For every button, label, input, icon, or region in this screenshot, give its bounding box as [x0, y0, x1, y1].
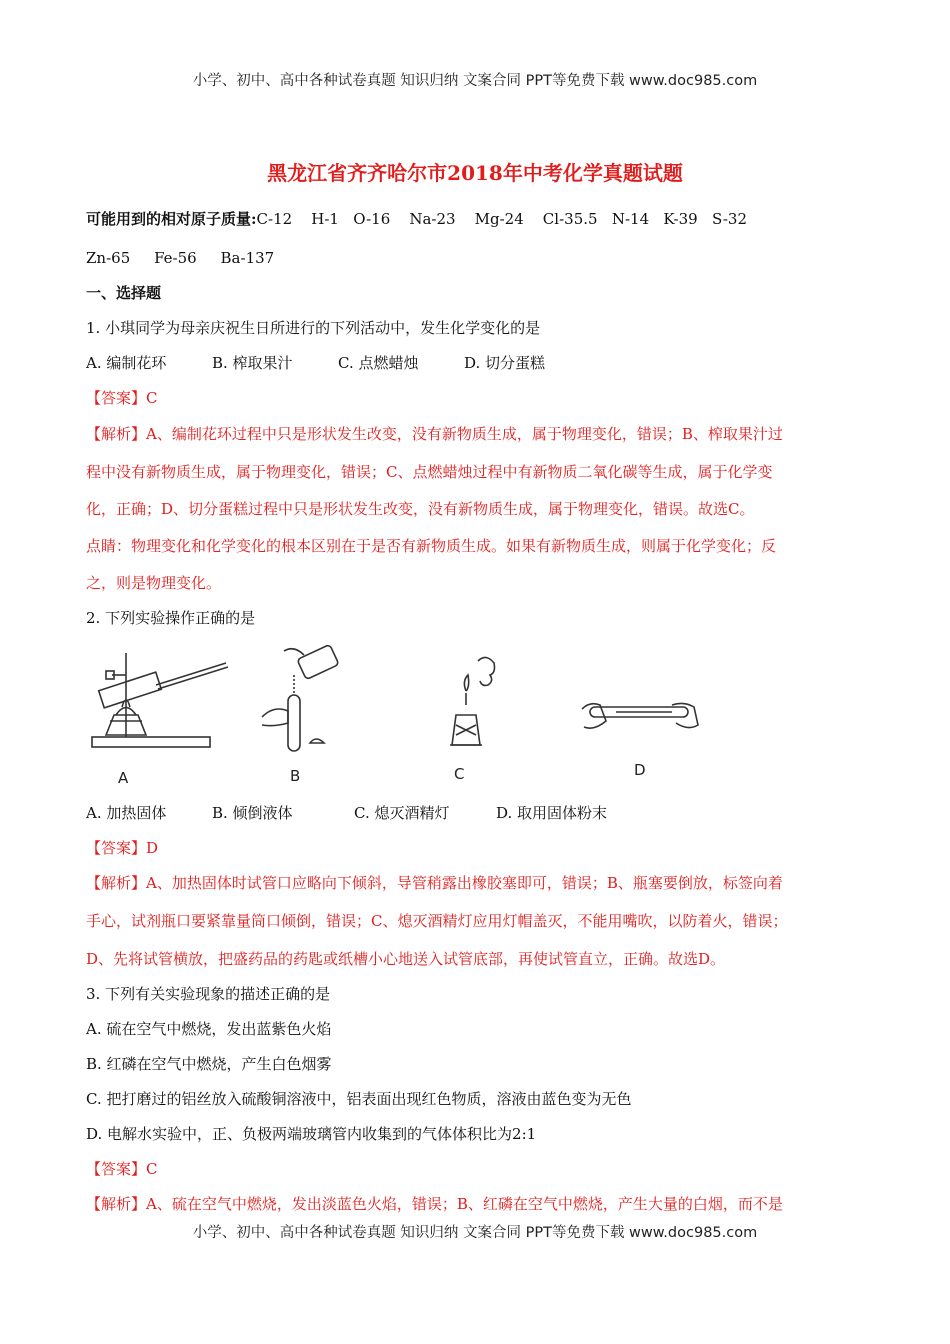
q1-option-b: B. 榨取果汁 [212, 354, 293, 372]
q1-analysis-3: 化，正确；D、切分蛋糕过程中只是形状发生改变，没有新物质生成，属于物理变化，错误。故选C。 [86, 500, 755, 518]
q1-tip-2: 之，则是物理变化。 [86, 574, 222, 592]
page-title: 黑龙江省齐齐哈尔市2018年中考化学真题试题 [267, 161, 683, 185]
q1-option-c: C. 点燃蜡烛 [338, 354, 419, 372]
q1-option-a: A. 编制花环 [86, 354, 167, 372]
q3-option-c: C. 把打磨过的铝丝放入硫酸铜溶液中，铝表面出现红色物质，溶液由蓝色变为无色 [86, 1090, 632, 1108]
q1-option-d: D. 切分蛋糕 [464, 354, 546, 372]
atomic-mass-line-2: Zn-65 Fe-56 Ba-137 [86, 249, 275, 267]
q3-option-a: A. 硫在空气中燃烧，发出蓝紫色火焰 [86, 1020, 332, 1038]
q2-figures [86, 645, 706, 795]
q2-option-a: A. 加热固体 [86, 804, 167, 822]
q1-answer: 【答案】C [86, 389, 158, 407]
q2-analysis-1: 【解析】A、加热固体时试管口应略向下倾斜，导管稍露出橡胶塞即可，错误；B、瓶塞要倒放，标签向着 [86, 874, 783, 892]
figure-d-label: D [634, 761, 646, 779]
q2-answer: 【答案】D [86, 839, 159, 857]
q2-option-c: C. 熄灭酒精灯 [354, 804, 450, 822]
q3-option-d: D. 电解水实验中，正、负极两端玻璃管内收集到的气体体积比为2:1 [86, 1125, 537, 1143]
figure-c-label: C [454, 765, 465, 783]
figure-a-label: A [118, 769, 129, 787]
page-footer: 小学、初中、高中各种试卷真题 知识归纳 文案合同 PPT等免费下载 www.doc985.com [192, 1225, 758, 1241]
q1-stem: 1. 小琪同学为母亲庆祝生日所进行的下列活动中，发生化学变化的是 [86, 319, 541, 337]
q2-analysis-3: D、先将试管横放，把盛药品的药匙或纸槽小心地送入试管底部，再使试管直立，正确。故选D。 [86, 950, 726, 968]
q3-stem: 3. 下列有关实验现象的描述正确的是 [86, 985, 331, 1003]
q2-option-d: D. 取用固体粉末 [496, 804, 608, 822]
q1-tip-1: 点睛：物理变化和化学变化的根本区别在于是否有新物质生成。如果有新物质生成，则属于化学变化；反 [86, 537, 777, 555]
q2-options [86, 803, 607, 823]
atomic-mass-values-1: C-12 H-1 O-16 Na-23 Mg-24 Cl-35.5 N-14 K-39 S-32 [256, 210, 747, 228]
q3-answer: 【答案】C [86, 1160, 158, 1178]
figure-b-label: B [290, 767, 301, 785]
q2-option-b: B. 倾倒液体 [212, 804, 293, 822]
figure-b-pouring-liquid [254, 645, 364, 795]
q3-option-b: B. 红磷在空气中燃烧，产生白色烟雾 [86, 1055, 332, 1073]
atomic-mass-line-1 [86, 209, 747, 229]
q1-analysis-1: 【解析】A、编制花环过程中只是形状发生改变，没有新物质生成，属于物理变化，错误；B、榨取果汁过 [86, 425, 783, 443]
figure-c-extinguish-lamp [436, 645, 526, 795]
q2-stem: 2. 下列实验操作正确的是 [86, 609, 256, 627]
q1-options [86, 353, 545, 373]
figure-d-taking-powder [576, 645, 706, 795]
q3-analysis-1: 【解析】A、硫在空气中燃烧，发出淡蓝色火焰，错误；B、红磷在空气中燃烧，产生大量的白烟，而不是 [86, 1195, 783, 1213]
page-header: 小学、初中、高中各种试卷真题 知识归纳 文案合同 PPT等免费下载 www.doc985.com [192, 73, 758, 89]
figure-a-heating-solid [86, 645, 246, 795]
q2-analysis-2: 手心，试剂瓶口要紧靠量筒口倾倒，错误；C、熄灭酒精灯应用灯帽盖灭，不能用嘴吹，以防着火，错误； [86, 912, 788, 930]
atomic-mass-label: 可能用到的相对原子质量: [86, 210, 257, 228]
section-heading: 一、选择题 [86, 284, 162, 302]
q1-analysis-2: 程中没有新物质生成，属于物理变化，错误；C、点燃蜡烛过程中有新物质二氧化碳等生成，属于化学变 [86, 463, 773, 481]
